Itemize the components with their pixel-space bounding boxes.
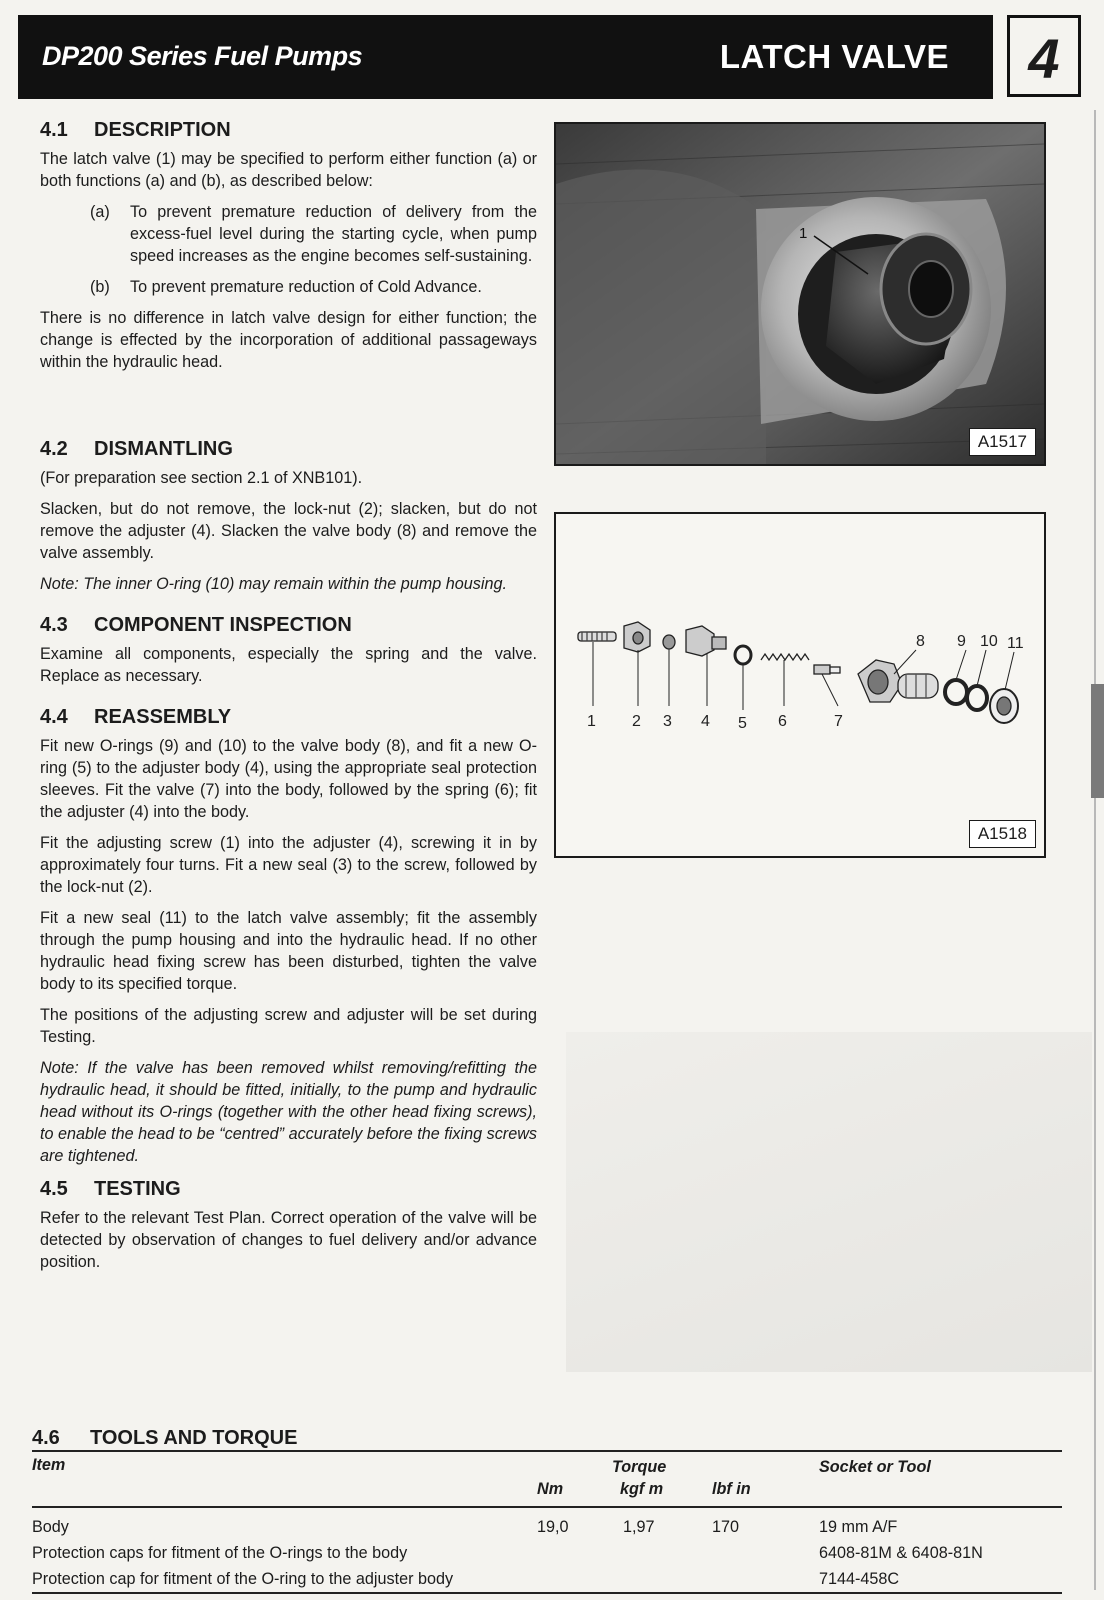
part-adjuster — [686, 626, 726, 656]
description-item-b: (b) To prevent premature reduction of Cold Advance. — [90, 278, 482, 296]
section-title: LATCH VALVE — [719, 38, 949, 75]
figure-ref-a1517: A1517 — [969, 428, 1036, 456]
label-7: 7 — [834, 713, 843, 730]
part-valve — [814, 665, 840, 674]
col-item: Item — [32, 1456, 66, 1474]
label-1: 1 — [587, 713, 596, 730]
label-8: 8 — [916, 633, 925, 650]
description-outro: There is no difference in latch valve design for either function; the change is effected by the incorporation of additional passageways within the hydraulic head. — [40, 309, 537, 371]
part-o-ring — [735, 646, 751, 664]
exploded-view-illustration — [556, 514, 1044, 856]
right-margin-rule — [1094, 110, 1096, 1590]
col-kgfm: kgf m — [620, 1480, 664, 1498]
label-5: 5 — [738, 715, 747, 732]
description-intro: The latch valve (1) may be specified to perform either function (a) or both functions (a) and (b), as described below: — [40, 150, 537, 190]
reassembly-p2: Fit the adjusting screw (1) into the adjuster (4), screwing it in by approximately four turns. Fit a new seal (3) to the screw, followed by the lock-nut (2). — [40, 834, 537, 896]
exploded-view-diagram — [554, 512, 1046, 858]
label-2: 2 — [632, 713, 641, 730]
heading-4-6: 4.6 TOOLS AND TORQUE — [32, 1427, 298, 1449]
reassembly-p1: Fit new O-rings (9) and (10) to the valve body (8), and fit a new O-ring (5) to the adjuster body (4), using the appropriate seal protection sleeves. Fit the valve (7) into the body, followed by the spring (6); fit the adjuster (4) into the body. — [40, 737, 537, 821]
col-torque: Torque — [612, 1458, 667, 1476]
label-9: 9 — [957, 633, 966, 650]
table-top-rule — [32, 1450, 1062, 1452]
section-number-box — [1007, 15, 1081, 97]
part-adjusting-screw — [578, 632, 616, 641]
reassembly-p4: The positions of the adjusting screw and adjuster will be set during Testing. — [40, 1006, 537, 1046]
show-through-area — [566, 1032, 1092, 1372]
heading-4-4: 4.4 REASSEMBLY — [40, 706, 232, 728]
tools-and-torque: 4.6 TOOLS AND TORQUE Item Torque Nm kgf m lbf in Socket or Tool Body 19,0 1,97 170 19 mm A/F Protection caps for fitment of the O-rings to the body 6408-81M & 6408-81N Protection cap for fitment of the O-ring to the adjuster body 7144-458C — [32, 1426, 1062, 1450]
label-6: 6 — [778, 713, 787, 730]
label-10: 10 — [980, 633, 998, 650]
part-lock-nut — [624, 622, 650, 652]
table-bottom-rule — [32, 1592, 1062, 1594]
col-lbfin: lbf in — [712, 1480, 751, 1498]
label-3: 3 — [663, 713, 672, 730]
figure-ref-a1518: A1518 — [969, 820, 1036, 848]
inspection-p1: Examine all components, especially the spring and the valve. Replace as necessary. — [40, 645, 537, 685]
col-nm: Nm — [537, 1480, 564, 1498]
heading-4-5: 4.5 TESTING — [40, 1178, 181, 1200]
part-seal — [663, 635, 675, 649]
part-valve-body — [858, 660, 938, 702]
dismantling-note: Note: The inner O-ring (10) may remain within the pump housing. — [40, 575, 507, 593]
part-o-ring-9 — [945, 680, 967, 704]
label-4: 4 — [701, 713, 710, 730]
col-tool: Socket or Tool — [819, 1458, 931, 1476]
section-number: 4 — [1028, 27, 1060, 90]
label-11: 11 — [1007, 635, 1024, 652]
part-o-ring-10 — [967, 686, 987, 710]
heading-4-3: 4.3 COMPONENT INSPECTION — [40, 614, 352, 636]
series-title: DP200 Series Fuel Pumps — [42, 41, 363, 71]
photo-callout-1: 1 — [799, 225, 808, 242]
part-spring — [761, 654, 809, 660]
latch-valve-photo — [554, 122, 1046, 466]
heading-4-2: 4.2 DISMANTLING — [40, 438, 233, 460]
heading-4-1: 4.1 DESCRIPTION — [40, 119, 231, 141]
table-head-rule — [32, 1506, 1062, 1508]
photo-illustration — [556, 124, 1044, 464]
testing-p1: Refer to the relevant Test Plan. Correct operation of the valve will be detected by observation of changes to fuel delivery and/or advance position. — [40, 1209, 537, 1271]
dismantling-p1: (For preparation see section 2.1 of XNB101). — [40, 469, 363, 487]
reassembly-note: Note: If the valve has been removed whilst removing/refitting the hydraulic head, it should be fitted, initially, to the pump and hydraulic head without its O-rings (together with the other head fixing screws), to enable the head to be “centred” accurately before the fixing screws are tightened. — [40, 1059, 537, 1165]
left-column — [40, 118, 537, 1282]
reassembly-p3: Fit a new seal (11) to the latch valve assembly; fit the assembly through the pump housing and into the hydraulic head. If no other hydraulic head fixing screw has been disturbed, tighten the valve body to its specified torque. — [40, 909, 537, 993]
thumb-tab — [1091, 684, 1104, 798]
dismantling-p2: Slacken, but do not remove, the lock-nut (2); slacken, but do not remove the adjuster (4). Slacken the valve body (8) and remove the valve assembly. — [40, 500, 537, 562]
description-item-a: (a) To prevent premature reduction of delivery from the excess-fuel level during the starting cycle, when pump speed increases as the engine becomes self-sustaining. — [90, 203, 537, 265]
page-header — [18, 15, 993, 99]
